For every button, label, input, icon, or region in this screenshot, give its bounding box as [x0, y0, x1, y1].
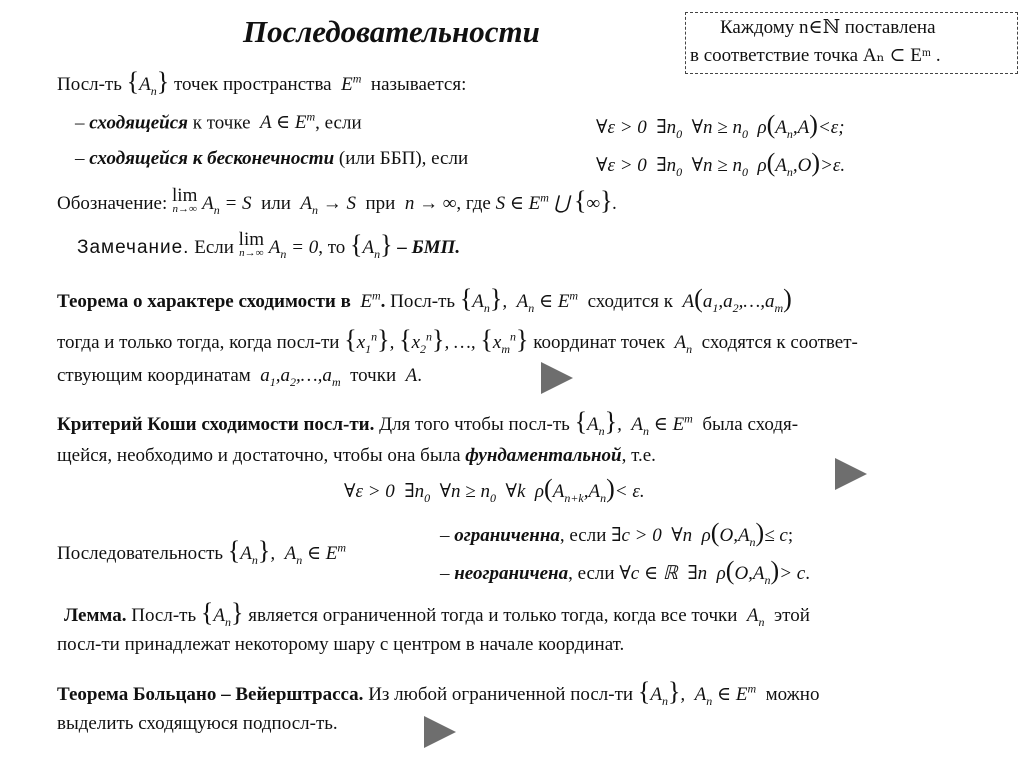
play-icon[interactable] [541, 362, 573, 394]
infinite-formula: ∀ε > 0 $\exists n_0$ ∀n ≥ $n_0$ $\rho(A_n,O)>\varepsilon$. [596, 148, 846, 179]
cauchy-formula: ∀ε > 0 $\exists n_0$ ∀n ≥ $n_0$ ∀k $\rho(A_{n+k},A_n)< \varepsilon$. [344, 474, 645, 505]
unbounded-case: – неограничена, если ∀c ∈ ℝ ∃n $\rho(O,A_n)> c$. [440, 556, 810, 587]
bounded-label: Последовательность $\{A_n\}$, $A_n$ ∈ $E^m$ [57, 536, 347, 567]
convergent-formula: ∀ε > 0 $\exists n_0$ ∀n ≥ $n_0$ $\rho(A_n,A)<\varepsilon$; [596, 110, 845, 141]
play-icon[interactable] [424, 716, 456, 748]
bolzano-line2: выделить сходящуюся подпосл-ть. [57, 713, 338, 734]
bounded-case: – ограниченна, если ∃c > 0 ∀n $\rho(O,A_n)\le c$; [440, 518, 794, 549]
bolzano-line1: Теорема Больцано – Вейерштрасса. Из любой ограниченной посл-ти $\{A_n\}$, $A_n$ ∈ $E^m$ можно [57, 677, 820, 708]
remark-line: Замечание. Если lim n→∞ $A_n = 0$, то $\{A_n\}$ – БМП. [77, 229, 461, 261]
note-box-line1: Каждому n∈ℕ поставлена [720, 17, 936, 38]
lemma-line1: Лемма. Посл-ть $\{A_n\}$ является ограниченной тогда и только тогда, когда все точки $A_n$ этой [64, 598, 810, 629]
cauchy-line2: щейся, необходимо и достаточно, чтобы она была фундаментальной, т.е. [57, 445, 656, 466]
theorem1-line2: тогда и только тогда, когда посл-ти $\{x_1^n\}$, $\{x_2^n\}$, …, $\{x_m^n\}$ координат точек $A_n$ сходятся к соответ- [57, 325, 858, 356]
cauchy-line1: Критерий Коши сходимости посл-ти. Для того чтобы посл-ть $\{A_n\}$, $A_n$ ∈ $E^m$ была сходя- [57, 407, 799, 438]
definition-intro: Посл-ть $\{A_n\}$ точек пространства $E^m$ называется: [57, 67, 467, 98]
lemma-line2: посл-ти принадлежат некоторому шару с центром в начале координат. [57, 634, 625, 655]
theorem1-line1: Теорема о характере сходимости в $E^m$. Посл-ть $\{A_n\}$, $A_n$ ∈ $E^m$ сходится к $A(a_1,a_2,\dots,a_m)$ [57, 284, 792, 315]
note-box-line2: в соответствие точка Aₙ ⊂ Eᵐ . [690, 45, 941, 66]
play-icon[interactable] [835, 458, 867, 490]
notation-line: Обозначение: lim n→∞ $A_n = S$ или $A_n \to S$ при n → ∞, где S ∈ $E^m$ ⋃ {∞}. [57, 185, 618, 217]
theorem1-line3: ствующим координатам $a_1,a_2,\dots,a_m$ точки A. [57, 365, 422, 389]
page-title: Последовательности [243, 14, 540, 49]
definition-convergent: – сходящейся к точке A ∈ $E^m$, если [75, 110, 362, 134]
definition-infinite: – сходящейся к бесконечности (или ББП), если [75, 148, 469, 169]
